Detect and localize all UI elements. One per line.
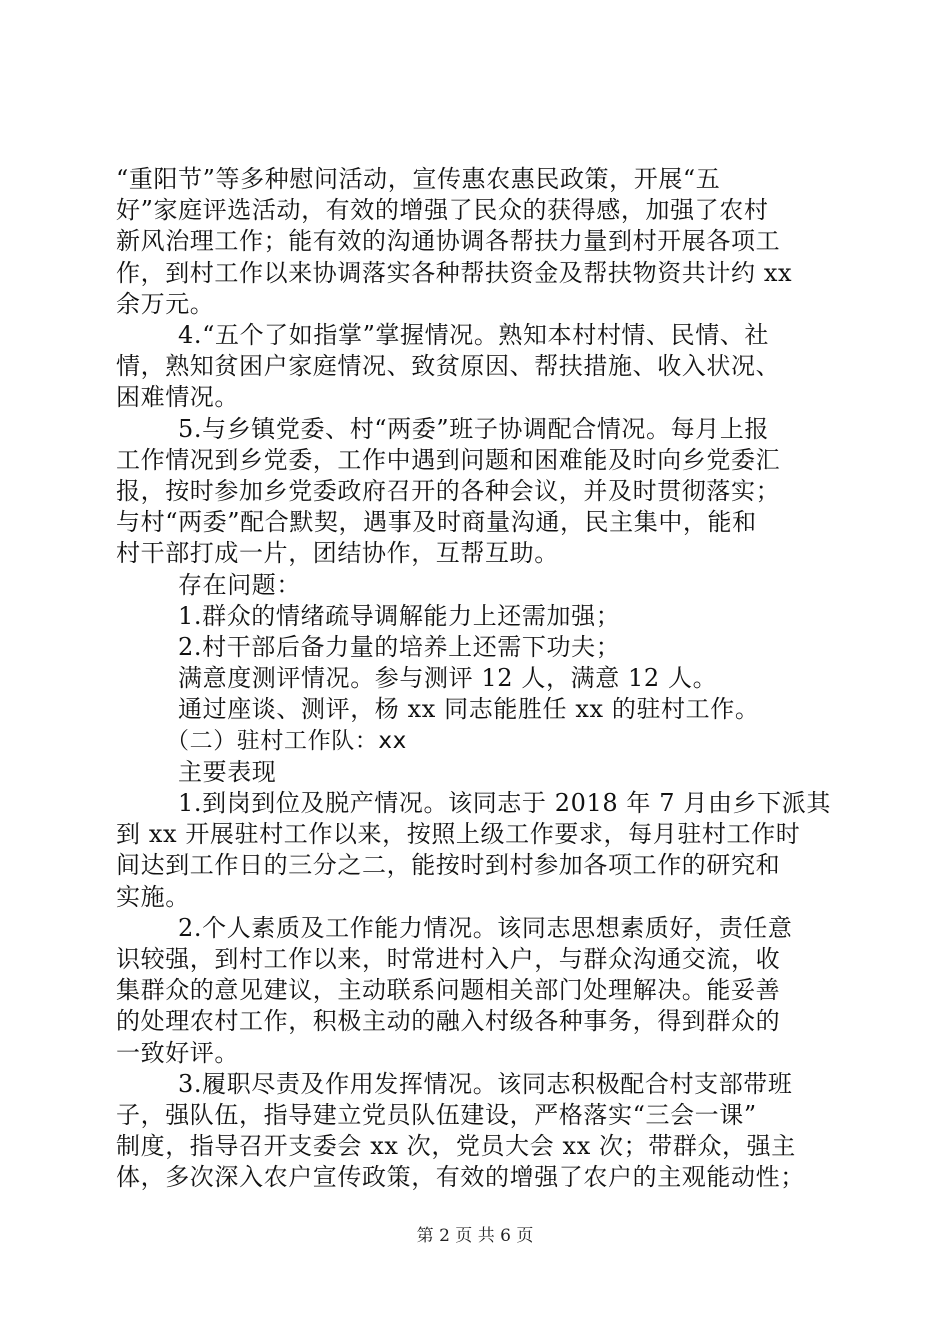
paragraph-line: 存在问题：	[178, 571, 301, 599]
paragraph-line: 好”家庭评选活动，有效的增强了民众的获得感，加强了农村	[116, 196, 769, 224]
page-footer: 第 2 页 共 6 页	[416, 1226, 534, 1246]
section-heading: （二）驻村工作队：xx	[166, 728, 407, 754]
paragraph-line: 体，多次深入农户宣传政策，有效的增强了农户的主观能动性；	[116, 1163, 805, 1191]
paragraph-line: 到 xx 开展驻村工作以来，按照上级工作要求，每月驻村工作时	[116, 820, 801, 848]
paragraph-line: 余万元。	[116, 290, 215, 318]
paragraph-line: 3.履职尽责及作用发挥情况。该同志积极配合村支部带班	[178, 1070, 793, 1098]
paragraph-line: 通过座谈、测评，杨 xx 同志能胜任 xx 的驻村工作。	[178, 695, 760, 723]
paragraph-line: “重阳节”等多种慰问活动，宣传惠农惠民政策，开展“五	[116, 165, 721, 193]
paragraph-line: 子，强队伍，指导建立党员队伍建设，严格落实“三会一课”	[116, 1101, 757, 1129]
paragraph-line: 1.到岗到位及脱产情况。该同志于 2018 年 7 月由乡下派其	[178, 789, 831, 817]
paragraph-line: 5.与乡镇党委、村“两委”班子协调配合情况。每月上报	[178, 415, 770, 443]
paragraph-line: 识较强，到村工作以来，时常进村入户，与群众沟通交流，收	[116, 945, 781, 973]
paragraph-line: 工作情况到乡党委，工作中遇到问题和困难能及时向乡党委汇	[116, 446, 781, 474]
paragraph-line: 主要表现	[178, 758, 277, 786]
paragraph-line: 作，到村工作以来协调落实各种帮扶资金及帮扶物资共计约 xx	[116, 259, 793, 287]
paragraph-line: 村干部打成一片，团结协作，互帮互助。	[116, 539, 559, 567]
paragraph-line: 报，按时参加乡党委政府召开的各种会议，并及时贯彻落实；	[116, 477, 781, 505]
paragraph-line: 情，熟知贫困户家庭情况、致贫原因、帮扶措施、收入状况、	[116, 352, 781, 380]
paragraph-line: 4.“五个了如指掌”掌握情况。熟知本村村情、民情、社	[178, 321, 770, 349]
paragraph-line: 困难情况。	[116, 383, 239, 411]
paragraph-line: 1.群众的情绪疏导调解能力上还需加强；	[178, 602, 621, 630]
paragraph-line: 一致好评。	[116, 1039, 239, 1067]
paragraph-line: 制度，指导召开支委会 xx 次，党员大会 xx 次；带群众，强主	[116, 1132, 796, 1160]
paragraph-line: 的处理农村工作，积极主动的融入村级各种事务，得到群众的	[116, 1007, 781, 1035]
paragraph-line: 2.个人素质及工作能力情况。该同志思想素质好，责任意	[178, 914, 793, 942]
paragraph-line: 实施。	[116, 883, 190, 911]
paragraph-line: 新风治理工作；能有效的沟通协调各帮扶力量到村开展各项工	[116, 227, 781, 255]
paragraph-line: 与村“两委”配合默契，遇事及时商量沟通，民主集中，能和	[116, 508, 757, 536]
paragraph-line: 满意度测评情况。参与测评 12 人，满意 12 人。	[178, 664, 718, 692]
paragraph-line: 2.村干部后备力量的培养上还需下功夫；	[178, 633, 621, 661]
paragraph-line: 集群众的意见建议，主动联系问题相关部门处理解决。能妥善	[116, 976, 781, 1004]
paragraph-line: 间达到工作日的三分之二，能按时到村参加各项工作的研究和	[116, 851, 781, 879]
